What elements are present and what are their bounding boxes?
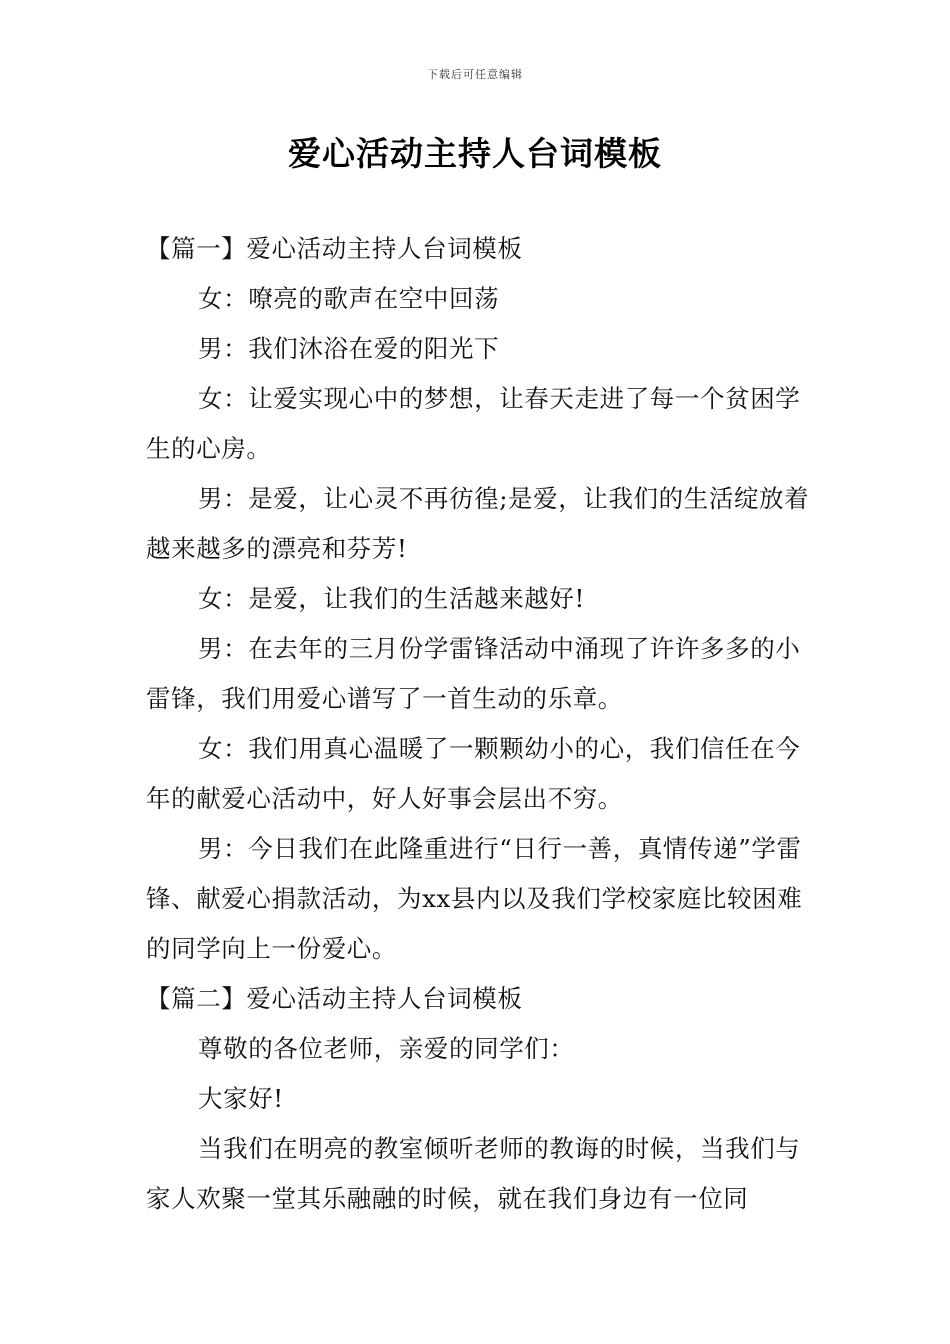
paragraph: 女：我们用真心温暖了一颗颗幼小的心，我们信任在今年的献爱心活动中，好人好事会层出不穷。 — [146, 734, 801, 813]
paragraph: 女：嘹亮的歌声在空中回荡 — [198, 284, 500, 313]
section-heading-1: 【篇一】爱心活动主持人台词模板 — [146, 234, 523, 263]
paragraph: 男：今日我们在此隆重进行“日行一善，真情传递”学雷锋、献爱心捐款活动，为xx县内以及我们学校家庭比较困难的同学向上一份爱心。 — [146, 834, 803, 963]
page-title: 爱心活动主持人台词模板 — [288, 134, 662, 173]
paragraph: 男：在去年的三月份学雷锋活动中涌现了许许多多的小雷锋，我们用爱心谱写了一首生动的乐章。 — [146, 634, 801, 713]
document-body — [146, 224, 812, 1224]
paragraph: 女：让爱实现心中的梦想，让春天走进了每一个贫困学生的心房。 — [146, 384, 801, 463]
header-note: 下载后可任意编辑 — [427, 68, 523, 81]
paragraph: 当我们在明亮的教室倾听老师的教诲的时候，当我们与家人欢聚一堂其乐融融的时候，就在我们身边有一位同 — [146, 1134, 801, 1213]
section-heading-2: 【篇二】爱心活动主持人台词模板 — [146, 984, 523, 1013]
paragraph: 尊敬的各位老师，亲爱的同学们： — [198, 1034, 575, 1063]
paragraph: 女：是爱，让我们的生活越来越好! — [198, 584, 585, 613]
paragraph: 男：我们沐浴在爱的阳光下 — [198, 334, 500, 363]
paragraph: 男：是爱，让心灵不再彷徨;是爱，让我们的生活绽放着越来越多的漂亮和芬芳! — [146, 484, 810, 563]
paragraph: 大家好! — [198, 1084, 284, 1113]
